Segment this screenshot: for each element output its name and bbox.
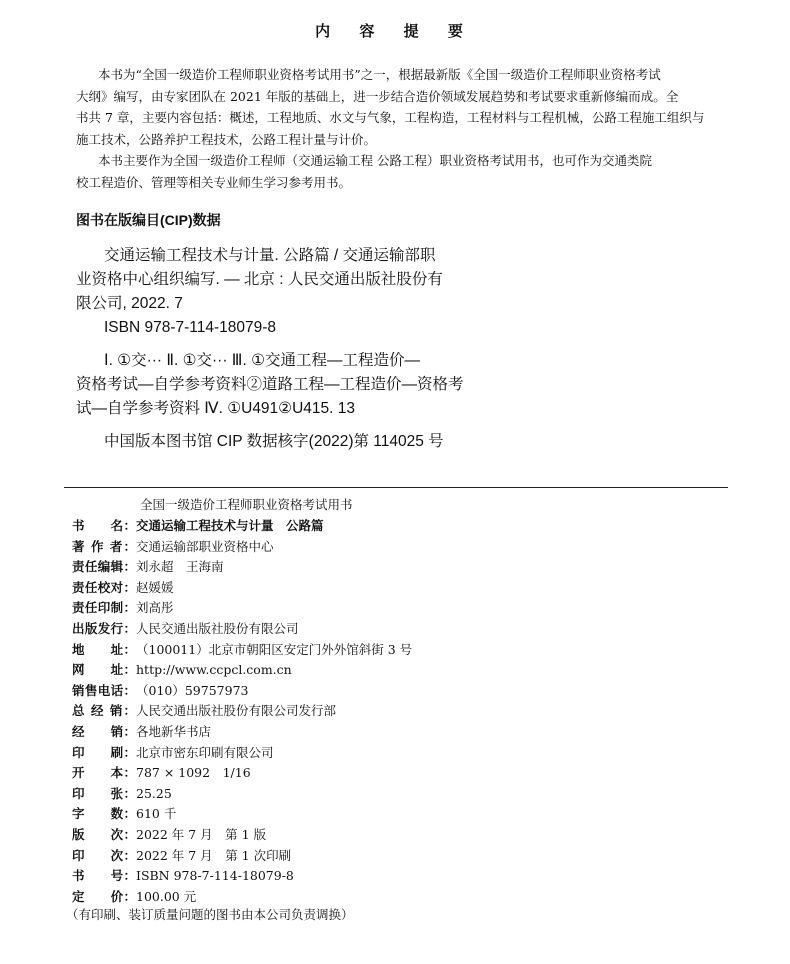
imprint-row: [72, 660, 732, 681]
imprint-value: 25.25: [136, 785, 172, 801]
imprint-value: （100011）北京市朝阳区安定门外外馆斜街 3 号: [136, 641, 413, 657]
summary-line: 本书主要作为全国一级造价工程师（交通运输工程 公路工程）职业资格考试用书，也可作为交通类院: [98, 153, 652, 168]
cip-entry-line: 业资格中心组织编写. — 北京 : 人民交通出版社股份有: [76, 271, 443, 288]
imprint-label: 定 价：: [72, 888, 136, 904]
imprint-label: 印 次：: [72, 847, 136, 863]
cip-entry-line: 交通运输工程技术与计量. 公路篇 / 交通运输部职: [104, 247, 436, 264]
imprint-label: 版 次：: [72, 826, 136, 842]
cip-subject-line: 试—自学参考资料 Ⅳ. ①U491②U415. 13: [76, 400, 355, 417]
imprint-row: [72, 846, 732, 867]
imprint-label: 责任编辑：: [72, 559, 136, 575]
imprint-row: [72, 866, 732, 887]
imprint-row: [72, 804, 732, 825]
imprint-row: [72, 516, 732, 537]
imprint-row: [72, 578, 732, 599]
cip-subject-line: Ⅰ. ①交··· Ⅱ. ①交··· Ⅲ. ①交通工程—工程造价—: [104, 352, 420, 369]
imprint-label: 网 址：: [72, 662, 136, 678]
imprint-label: 书 名：: [72, 518, 136, 533]
imprint-label: 责任校对：: [72, 579, 136, 595]
cip-subject-line: 资格考试—自学参考资料②道路工程—工程造价—资格考: [76, 376, 464, 393]
imprint-row: [72, 557, 732, 578]
divider: [64, 487, 728, 488]
cip-isbn: ISBN 978-7-114-18079-8: [104, 319, 277, 336]
imprint-label: 印 张：: [72, 785, 136, 801]
imprint-label: 书 号：: [72, 868, 136, 884]
series-name: 全国一级造价工程师职业资格考试用书: [140, 497, 353, 512]
cip-entry-line: 限公司, 2022. 7: [76, 295, 183, 312]
imprint-row: [72, 619, 732, 640]
imprint-row: [72, 825, 732, 846]
quality-note: （有印刷、装订质量问题的图书由本公司负责调换）: [66, 907, 354, 922]
imprint-value: 刘高彤: [136, 600, 174, 616]
summary-line: 校工程造价、管理等相关专业师生学习参考用书。: [76, 174, 352, 190]
imprint-value: 赵媛媛: [136, 579, 174, 595]
imprint-value: 100.00 元: [136, 888, 197, 904]
summary-line: 本书为“全国一级造价工程师职业资格考试用书”之一，根据最新版《全国一级造价工程师职业资格考试: [98, 67, 661, 82]
imprint-label: 总 经 销：: [72, 703, 136, 719]
imprint-row: [72, 743, 732, 764]
imprint-row: [72, 537, 732, 558]
imprint-row: [72, 640, 732, 661]
cip-heading: 图书在版编目(CIP)数据: [76, 212, 221, 228]
summary-line: 大纲》编写，由专家团队在 2021 年版的基础上，进一步结合造价领域发展趋势和考试要求重新修编而成。全: [76, 88, 679, 104]
imprint-row: [72, 784, 732, 805]
imprint-value: 各地新华书店: [136, 723, 212, 739]
imprint-label: 开 本：: [72, 765, 136, 781]
imprint-value: 787 × 1092 1/16: [136, 765, 251, 781]
page-title: 内 容 提 要: [315, 22, 475, 40]
imprint-row: [72, 681, 732, 702]
imprint-label: 销售电话：: [72, 682, 136, 698]
imprint-label: 出版发行：: [72, 620, 136, 636]
imprint-row: [72, 722, 732, 743]
summary-line: 书共 7 章，主要内容包括：概述，工程地质、水文与气象，工程构造，工程材料与工程机械，公路工程施工组织与: [76, 110, 705, 125]
summary-text: [76, 64, 738, 193]
imprint-label: 地 址：: [72, 641, 136, 657]
cip-record-number: 中国版本图书馆 CIP 数据核字(2022)第 114025 号: [104, 433, 444, 450]
imprint-label: 著 作 者：: [72, 538, 136, 554]
imprint-label: 字 数：: [72, 806, 136, 822]
imprint-value: 交通运输工程技术与计量 公路篇: [136, 518, 324, 533]
imprint-value: ISBN 978-7-114-18079-8: [136, 868, 294, 884]
imprint-table: [72, 516, 732, 907]
imprint-value: （010）59757973: [136, 682, 249, 698]
imprint-label: 印 刷：: [72, 744, 136, 760]
summary-line: 施工技术，公路养护工程技术，公路工程计量与计价。: [76, 131, 377, 147]
imprint-value: 交通运输部职业资格中心: [136, 538, 274, 554]
imprint-value: 2022 年 7 月 第 1 次印刷: [136, 847, 292, 863]
imprint-value: 人民交通出版社股份有限公司: [136, 620, 299, 636]
website-link: http://www.ccpcl.com.cn: [136, 662, 292, 678]
imprint-value: 北京市密东印刷有限公司: [136, 744, 274, 760]
cip-block: [76, 210, 464, 454]
imprint-row: [72, 763, 732, 784]
imprint-value: 2022 年 7 月 第 1 版: [136, 826, 267, 842]
imprint-value: 610 千: [136, 806, 177, 822]
imprint-row: [72, 598, 732, 619]
imprint-value: 人民交通出版社股份有限公司发行部: [136, 703, 337, 719]
imprint-row: [72, 701, 732, 722]
imprint-label: 经 销：: [72, 723, 136, 739]
imprint-value: 刘永超 王海南: [136, 559, 224, 575]
imprint-label: 责任印制：: [72, 600, 136, 616]
